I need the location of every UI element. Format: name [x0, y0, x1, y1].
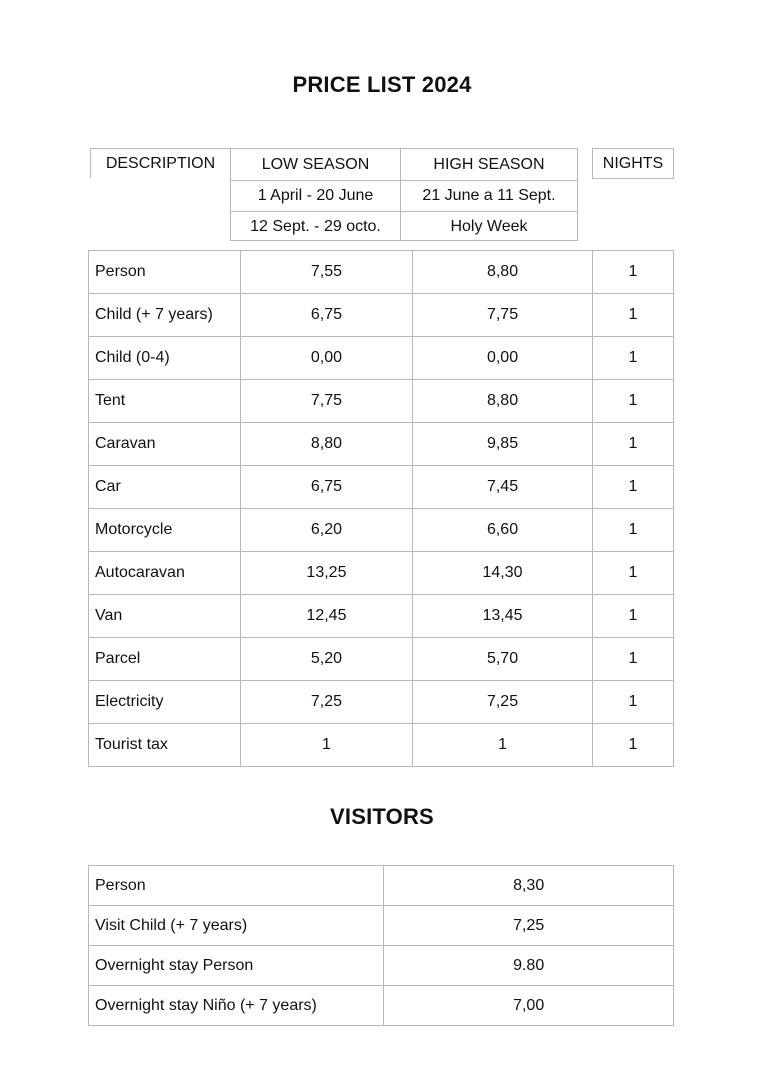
low-season-price: 7,75 — [240, 380, 413, 423]
item-cell: Autocaravan — [89, 552, 241, 595]
high-season-price: 13,45 — [413, 595, 593, 638]
low-season-price: 7,55 — [240, 251, 413, 294]
visitors-title: VISITORS — [330, 804, 434, 829]
table-row — [89, 681, 674, 724]
low-season-price: 1 — [240, 724, 413, 767]
header-high-season: HIGH SEASON — [433, 155, 545, 173]
item-cell: Person — [89, 251, 241, 294]
low-season-price: 5,20 — [240, 638, 413, 681]
item-cell: Caravan — [89, 423, 241, 466]
table-row — [89, 337, 674, 380]
high-season-price: 14,30 — [413, 552, 593, 595]
high-season-dates-2: Holy Week — [401, 211, 577, 242]
visitor-price-cell: 9.80 — [384, 946, 674, 986]
low-season-price: 6,75 — [240, 294, 413, 337]
low-season-price: 6,20 — [240, 509, 413, 552]
nights-cell: 1 — [592, 337, 673, 380]
high-season-price: 7,75 — [413, 294, 593, 337]
high-season-price: 5,70 — [413, 638, 593, 681]
visitor-item-cell: Overnight stay Person — [89, 946, 384, 986]
table-row — [89, 251, 674, 294]
item-cell: Child (+ 7 years) — [89, 294, 241, 337]
nights-cell: 1 — [592, 681, 673, 724]
nights-cell: 1 — [592, 380, 673, 423]
high-season-price: 0,00 — [413, 337, 593, 380]
table-row — [89, 595, 674, 638]
table-row — [89, 946, 674, 986]
high-season-price: 7,25 — [413, 681, 593, 724]
header-description: DESCRIPTION — [90, 148, 230, 178]
low-season-price: 6,75 — [240, 466, 413, 509]
high-season-price: 6,60 — [413, 509, 593, 552]
high-season-price: 7,45 — [413, 466, 593, 509]
table-row — [89, 986, 674, 1026]
high-season-price: 1 — [413, 724, 593, 767]
low-season-price: 12,45 — [240, 595, 413, 638]
table-row — [89, 724, 674, 767]
item-cell: Motorcycle — [89, 509, 241, 552]
table-row — [89, 466, 674, 509]
visitor-item-cell: Person — [89, 866, 384, 906]
table-row — [89, 294, 674, 337]
item-cell: Tent — [89, 380, 241, 423]
nights-cell: 1 — [592, 552, 673, 595]
high-season-price: 8,80 — [413, 380, 593, 423]
item-cell: Parcel — [89, 638, 241, 681]
nights-cell: 1 — [592, 294, 673, 337]
high-season-dates-1: 21 June a 11 Sept. — [401, 180, 577, 211]
header-low-season-block — [230, 148, 401, 241]
table-row — [89, 380, 674, 423]
price-list-title: PRICE LIST 2024 — [292, 72, 472, 97]
visitor-price-cell: 8,30 — [384, 866, 674, 906]
price-table — [88, 250, 674, 767]
low-season-dates-1: 1 April - 20 June — [231, 180, 400, 211]
nights-cell: 1 — [592, 595, 673, 638]
low-season-price: 13,25 — [240, 552, 413, 595]
header-low-season: LOW SEASON — [261, 155, 370, 173]
table-row — [89, 638, 674, 681]
table-row — [89, 509, 674, 552]
item-cell: Car — [89, 466, 241, 509]
low-season-price: 0,00 — [240, 337, 413, 380]
visitor-price-cell: 7,25 — [384, 906, 674, 946]
item-cell: Electricity — [89, 681, 241, 724]
nights-cell: 1 — [592, 466, 673, 509]
high-season-price: 8,80 — [413, 251, 593, 294]
nights-cell: 1 — [592, 724, 673, 767]
visitor-item-cell: Overnight stay Niño (+ 7 years) — [89, 986, 384, 1026]
item-cell: Child (0-4) — [89, 337, 241, 380]
visitor-price-cell: 7,00 — [384, 986, 674, 1026]
table-row — [89, 866, 674, 906]
table-row — [89, 423, 674, 466]
header-nights: NIGHTS — [592, 148, 674, 179]
low-season-price: 8,80 — [240, 423, 413, 466]
high-season-price: 9,85 — [413, 423, 593, 466]
nights-cell: 1 — [592, 509, 673, 552]
header-high-season-block — [400, 148, 578, 241]
nights-cell: 1 — [592, 423, 673, 466]
nights-cell: 1 — [592, 638, 673, 681]
item-cell: Tourist tax — [89, 724, 241, 767]
table-row — [89, 906, 674, 946]
item-cell: Van — [89, 595, 241, 638]
nights-cell: 1 — [592, 251, 673, 294]
visitors-table — [88, 865, 674, 1026]
table-row — [89, 552, 674, 595]
low-season-dates-2: 12 Sept. - 29 octo. — [231, 211, 400, 242]
low-season-price: 7,25 — [240, 681, 413, 724]
visitor-item-cell: Visit Child (+ 7 years) — [89, 906, 384, 946]
